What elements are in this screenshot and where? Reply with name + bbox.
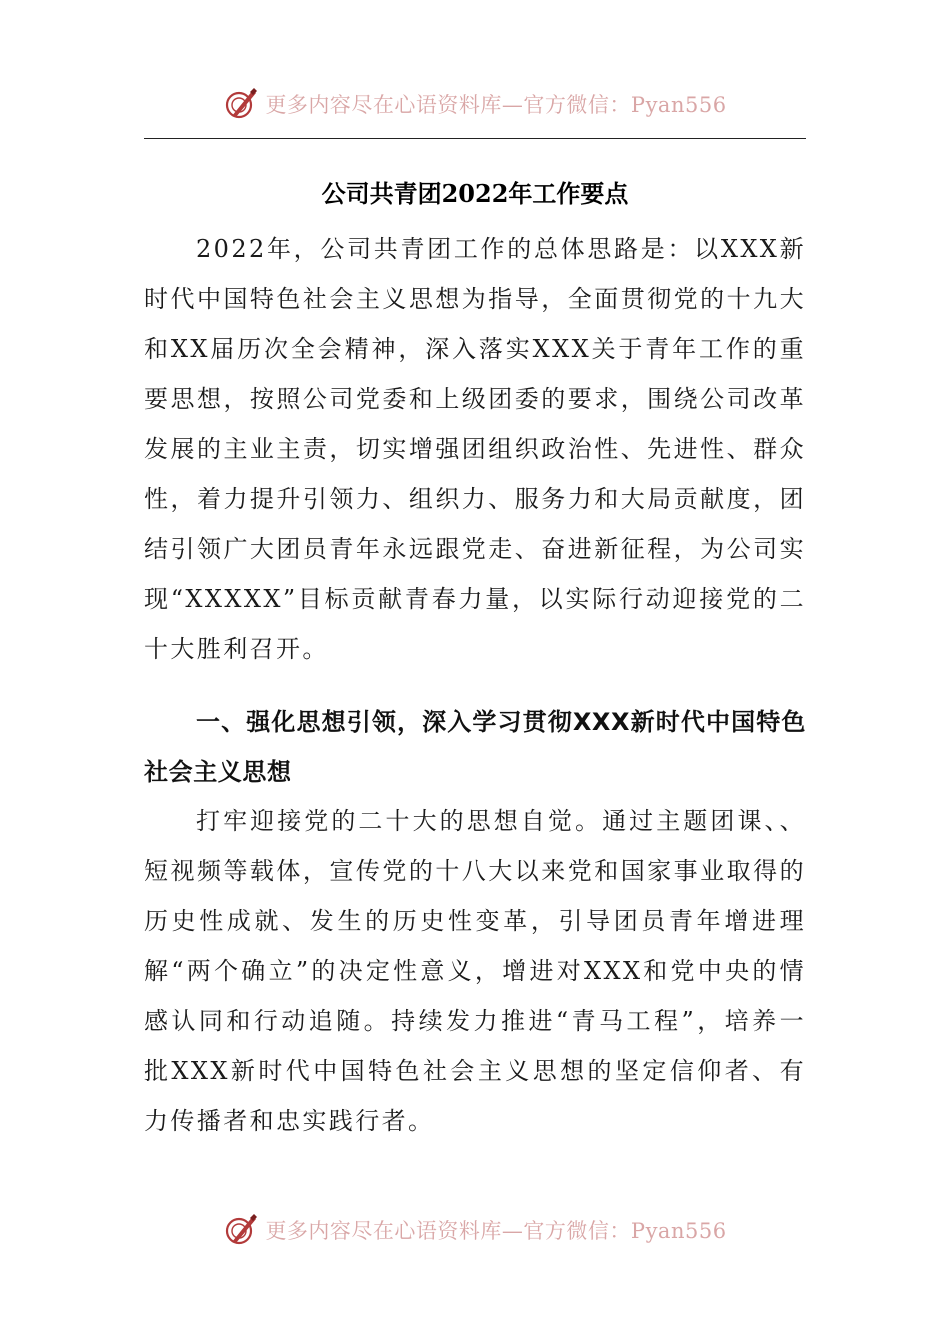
- intro-paragraph: 2022年，公司共青团工作的总体思路是：以XXX新时代中国特色社会主义思想为指导，全面贯彻党的十九大和XX届历次全会精神，深入落实XXX关于青年工作的重要思想，按照公司党委和上级团委的要求，围绕公司改革发展的主业主责，切实增强团组织政治性、先进性、群众性，着力提升引领力、组织力、服务力和大局贡献度，团结引领广大团员青年永远跟党走、奋进新征程，为公司实现“XXXXX”目标贡献青春力量，以实际行动迎接党的二十大胜利召开。: [144, 235, 806, 663]
- watermark-footer: [0, 1208, 950, 1252]
- section-body-1: 打牢迎接党的二十大的思想自觉。通过主题团课、、短视频等载体，宣传党的十八大以来党和国家事业取得的历史性成就、发生的历史性变革，引导团员青年增进理解“两个确立”的决定性意义，增进对XXX和党中央的情感认同和行动追随。持续发力推进“青马工程”，培养一批XXX新时代中国特色社会主义思想的坚定信仰者、有力传播者和忠实践行者。: [144, 807, 806, 1135]
- watermark-text: 更多内容尽在心语资料库—官方微信：Pyan556: [265, 1219, 727, 1243]
- watermark-header: [0, 82, 950, 126]
- page-title: 公司共青团2022年工作要点: [321, 179, 629, 208]
- section-heading-1: 一、强化思想引领，深入学习贯彻XXX新时代中国特色社会主义思想: [144, 708, 806, 786]
- watermark-text: 更多内容尽在心语资料库—官方微信：Pyan556: [265, 93, 727, 117]
- quill-seal-icon: [223, 86, 259, 122]
- header-divider: [144, 138, 806, 139]
- quill-seal-icon: [223, 1212, 259, 1248]
